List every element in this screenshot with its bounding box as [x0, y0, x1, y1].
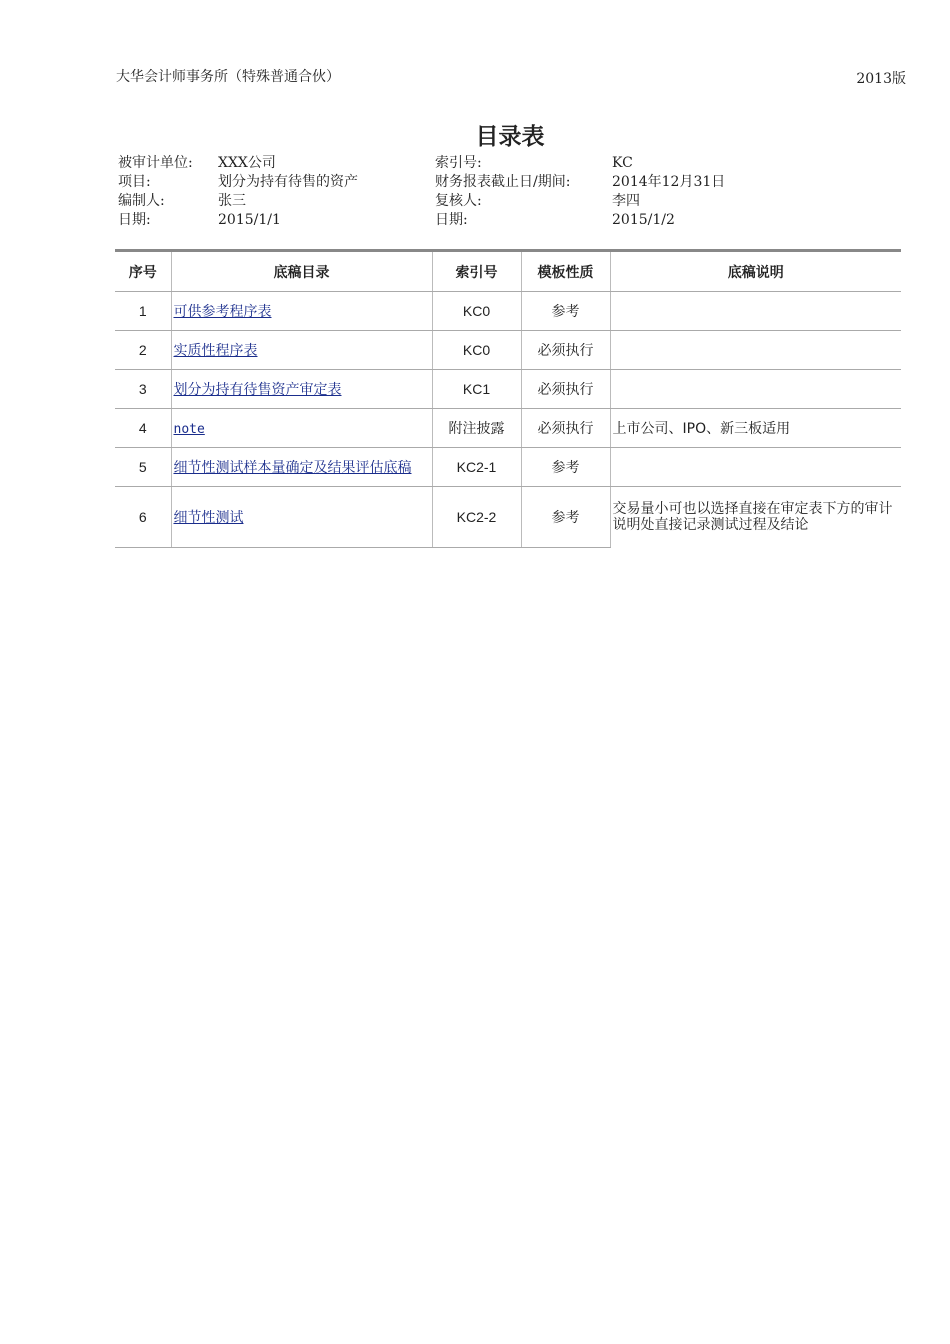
version-label: 2013版: [856, 71, 906, 87]
auditee-value: XXX公司: [218, 155, 276, 171]
row-nature: 必须执行: [521, 331, 610, 370]
row-nature: 必须执行: [521, 409, 610, 448]
table-row: [115, 409, 901, 448]
row-no: 1: [115, 292, 171, 331]
header-note: 底稿说明: [610, 251, 901, 292]
row-note: 交易量小可也以选择直接在审定表下方的审计说明处直接记录测试过程及结论: [610, 487, 901, 548]
row-no: 2: [115, 331, 171, 370]
reviewer-label: 复核人:: [435, 193, 482, 209]
workpaper-link[interactable]: 划分为持有待售资产审定表: [173, 382, 342, 398]
table-row: [115, 370, 901, 409]
row-name-cell: [171, 370, 432, 409]
row-name-cell: [171, 292, 432, 331]
period-value: 2014年12月31日: [612, 174, 726, 190]
preparer-label: 编制人:: [118, 193, 165, 209]
table-row: [115, 487, 901, 548]
firm-name: 大华会计师事务所（特殊普通合伙）: [116, 69, 340, 85]
row-no: 5: [115, 448, 171, 487]
preparer-value: 张三: [218, 193, 246, 209]
row-index: KC0: [432, 292, 521, 331]
row-nature: 参考: [521, 292, 610, 331]
row-no: 3: [115, 370, 171, 409]
review-date-value: 2015/1/2: [612, 212, 675, 228]
row-nature: 必须执行: [521, 370, 610, 409]
meta-values-right: [612, 154, 812, 230]
workpaper-link[interactable]: note: [173, 421, 205, 437]
row-note: 上市公司、IPO、新三板适用: [610, 409, 901, 448]
row-index: KC2-1: [432, 448, 521, 487]
table-row: [115, 448, 901, 487]
table-row: [115, 331, 901, 370]
reviewer-value: 李四: [612, 193, 640, 209]
review-date-label: 日期:: [435, 212, 468, 228]
workpaper-link[interactable]: 可供参考程序表: [173, 304, 272, 320]
meta-labels-left: [118, 154, 218, 230]
project-value: 划分为持有待售的资产: [218, 174, 358, 190]
header-no: 序号: [115, 251, 171, 292]
date-label: 日期:: [118, 212, 151, 228]
row-nature: 参考: [521, 448, 610, 487]
workpaper-link[interactable]: 实质性程序表: [173, 343, 258, 359]
table-row: [115, 292, 901, 331]
meta-values-left: [218, 154, 428, 230]
row-note: [610, 292, 901, 331]
row-index: KC2-2: [432, 487, 521, 548]
row-index: 附注披露: [432, 409, 521, 448]
row-no: 4: [115, 409, 171, 448]
page-title: 目录表: [475, 124, 545, 150]
row-index: KC0: [432, 331, 521, 370]
meta-labels-right: [435, 154, 610, 230]
row-name-cell: [171, 487, 432, 548]
period-label: 财务报表截止日/期间:: [435, 174, 571, 190]
directory-table: [115, 249, 901, 548]
auditee-label: 被审计单位:: [118, 155, 193, 171]
row-index: KC1: [432, 370, 521, 409]
index-value: KC: [612, 155, 633, 171]
project-label: 项目:: [118, 174, 151, 190]
workpaper-link[interactable]: 细节性测试样本量确定及结果评估底稿: [173, 460, 412, 476]
row-note: [610, 331, 901, 370]
row-name-cell: [171, 331, 432, 370]
row-note: [610, 370, 901, 409]
workpaper-link[interactable]: 细节性测试: [173, 510, 244, 526]
row-name-cell: [171, 448, 432, 487]
index-label: 索引号:: [435, 155, 482, 171]
row-no: 6: [115, 487, 171, 548]
date-value: 2015/1/1: [218, 212, 281, 228]
table-header-row: [115, 251, 901, 292]
header-name: 底稿目录: [171, 251, 432, 292]
row-name-cell: [171, 409, 432, 448]
header-index: 索引号: [432, 251, 521, 292]
header-nature: 模板性质: [521, 251, 610, 292]
row-note: [610, 448, 901, 487]
row-nature: 参考: [521, 487, 610, 548]
